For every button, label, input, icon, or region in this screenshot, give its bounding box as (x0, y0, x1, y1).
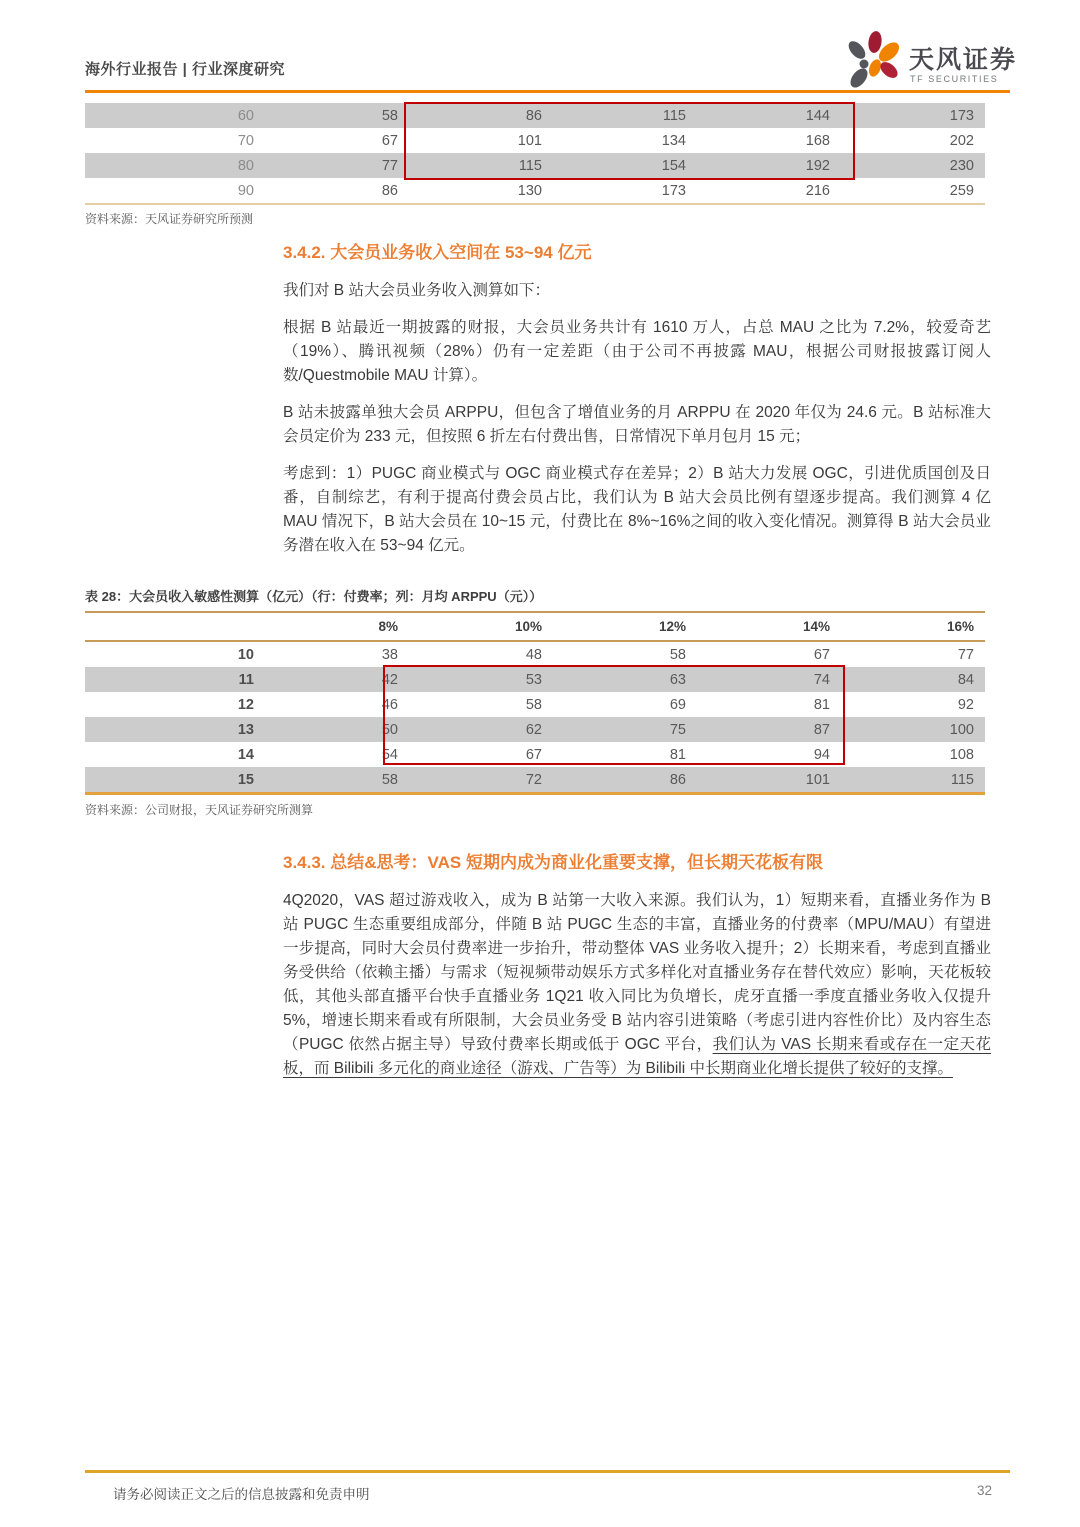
value-cell: 202 (949, 132, 974, 149)
paragraph-underlined: 我们认为 VAS 长期来看或存在一定天花板，而 Bilibili 多元化的商业途径（游戏、广告等）为 Bilibili 中长期商业化增长提供了较好的支撑。 (283, 1036, 991, 1077)
value-cell: 216 (805, 182, 830, 199)
value-cell: 86 (525, 107, 542, 124)
table-row (85, 103, 985, 128)
value-cell: 81 (669, 746, 686, 763)
row-label-cell: 80 (237, 157, 254, 174)
row-label-cell: 11 (238, 671, 254, 688)
value-cell: 84 (957, 671, 974, 688)
row-label-cell: 60 (237, 107, 254, 124)
value-cell: 48 (525, 646, 542, 663)
source-note: 资料来源：公司财报，天风证券研究所测算 (85, 803, 314, 817)
paragraph: 我们对 B 站大会员业务收入测算如下： (283, 282, 550, 299)
value-cell: 230 (949, 157, 974, 174)
value-cell: 100 (949, 721, 974, 738)
row-label-cell: 12 (237, 696, 254, 713)
row-label-cell: 10 (237, 646, 254, 663)
value-cell: 67 (813, 646, 830, 663)
paragraph (283, 889, 991, 1081)
table-row (85, 128, 985, 153)
logo-name-cn: 天风证券 (909, 46, 1018, 74)
table-row (85, 642, 985, 667)
value-cell: 101 (517, 132, 542, 149)
value-cell: 134 (661, 132, 686, 149)
value-cell: 115 (518, 157, 542, 174)
value-cell: 144 (805, 107, 830, 124)
value-cell: 54 (381, 746, 398, 763)
value-cell: 53 (525, 671, 542, 688)
table-body (85, 642, 985, 795)
row-label-cell: 14 (237, 746, 254, 763)
section-342 (283, 238, 991, 571)
value-cell: 192 (805, 157, 830, 174)
value-cell: 50 (381, 721, 398, 738)
value-cell: 69 (669, 696, 686, 713)
value-cell: 77 (957, 646, 974, 663)
header-cell: 10% (514, 619, 542, 634)
table-header-row (85, 611, 985, 642)
section-343 (283, 848, 991, 1094)
table-row (85, 153, 985, 178)
paragraph: 考虑到：1）PUGC 商业模式与 OGC 商业模式存在差异；2）B 站大力发展 OGC，引进优质国创及日番，自制综艺，有利于提高付费会员占比，我们认为 B 站大会员比例有望逐步提高。我们测算 4 亿 MAU 情况下，B 站大会员在 10~15 元，付费比在 8%~16%之间的收入变化情况。测算得 B 站大会员业务潜在收入在 53~94 亿元。 (283, 465, 991, 554)
value-cell: 115 (950, 771, 974, 788)
value-cell: 58 (525, 696, 542, 713)
value-cell: 77 (381, 157, 398, 174)
row-label-cell: 70 (237, 132, 254, 149)
value-cell: 101 (805, 771, 830, 788)
table-caption: 表 28：大会员收入敏感性测算（亿元）（行：付费率；列：月均 ARPPU（元）） (85, 589, 543, 604)
header-cell: 12% (658, 619, 686, 634)
value-cell: 67 (381, 132, 398, 149)
logo-name-en: TF SECURITIES (910, 74, 999, 84)
footer-divider (85, 1470, 1010, 1473)
table-body (85, 103, 985, 205)
paragraph: 根据 B 站最近一期披露的财报，大会员业务共计有 1610 万人，占总 MAU 之比为 7.2%，较爱奇艺（19%）、腾讯视频（28%）仍有一定差距（由于公司不再披露 MAU，根据公司财报披露订阅人数/Questmobile MAU 计算）。 (283, 319, 991, 384)
tf-securities-logo (845, 28, 1018, 92)
value-cell: 58 (669, 646, 686, 663)
value-cell: 130 (517, 182, 542, 199)
table-row (85, 178, 985, 203)
table-row (85, 742, 985, 767)
value-cell: 173 (949, 107, 974, 124)
report-category: 海外行业报告 | 行业深度研究 (85, 61, 286, 78)
page-number: 32 (976, 1483, 992, 1498)
source-note: 资料来源：天风证券研究所预测 (85, 212, 254, 226)
header-cell: 8% (378, 619, 398, 634)
value-cell: 86 (381, 182, 398, 199)
value-cell: 67 (525, 746, 542, 763)
table-row (85, 692, 985, 717)
table-row (85, 717, 985, 742)
value-cell: 86 (669, 771, 686, 788)
value-cell: 46 (381, 696, 398, 713)
logo-flower-icon (845, 30, 903, 92)
value-cell: 74 (813, 671, 830, 688)
value-cell: 168 (805, 132, 830, 149)
value-cell: 108 (949, 746, 974, 763)
row-label-cell: 13 (237, 721, 254, 738)
value-cell: 75 (669, 721, 686, 738)
section-heading: 3.4.2. 大会员业务收入空间在 53~94 亿元 (283, 243, 592, 262)
value-cell: 62 (525, 721, 542, 738)
value-cell: 259 (949, 182, 974, 199)
value-cell: 63 (669, 671, 686, 688)
header-cell: 16% (946, 619, 974, 634)
table-row (85, 667, 985, 692)
value-cell: 38 (381, 646, 398, 663)
table-row (85, 767, 985, 792)
header-cell: 14% (802, 619, 830, 634)
paragraph-lead: 4Q2020，VAS 超过游戏收入，成为 B 站第一大收入来源。我们认为，1）短期来看，直播业务作为 B 站 PUGC 生态重要组成部分，伴随 B 站 PUGC 生态的丰富，直播业务的付费率（MPU/MAU）有望进一步提高，同时大会员付费率进一步抬升，带动整体 VAS 业务收入提升；2）长期来看，考虑到直播业务受供给（依赖主播）与需求（短视频带动娱乐方式多样化对直播业务存在替代效应）影响，天花板较低，其他头部直播平台快手直播业务 1Q21 收入同比为负增长，虎牙直播一季度直播业务收入仅提升 5%，增速长期来看或有所限制，大会员业务受 B 站内容引进策略（考虑引进内容性价比）及内容生态（PUGC 依然占据主导）导致付费率长期或低于 OGC 平台， (283, 892, 991, 1053)
value-cell: 81 (813, 696, 830, 713)
value-cell: 115 (662, 107, 686, 124)
row-label-cell: 90 (237, 182, 254, 199)
value-cell: 42 (381, 671, 398, 688)
value-cell: 58 (381, 771, 398, 788)
value-cell: 154 (661, 157, 686, 174)
value-cell: 92 (957, 696, 974, 713)
value-cell: 173 (661, 182, 686, 199)
row-label-cell: 15 (237, 771, 254, 788)
section-heading: 3.4.3. 总结&思考：VAS 短期内成为商业化重要支撑，但长期天花板有限 (283, 853, 823, 872)
value-cell: 58 (381, 107, 398, 124)
value-cell: 94 (813, 746, 830, 763)
value-cell: 87 (813, 721, 830, 738)
paragraph: B 站未披露单独大会员 ARPPU，但包含了增值业务的月 ARPPU 在 2020 年仅为 24.6 元。B 站标准大会员定价为 233 元，但按照 6 折左右付费出售，日常情况下单月包月 15 元； (283, 404, 991, 445)
header-divider (85, 90, 1010, 93)
game-revenue-sensitivity-table (85, 103, 985, 205)
value-cell: 72 (525, 771, 542, 788)
footer-disclaimer: 请务必阅读正文之后的信息披露和免责申明 (113, 1487, 370, 1502)
member-revenue-sensitivity-table (85, 611, 985, 795)
